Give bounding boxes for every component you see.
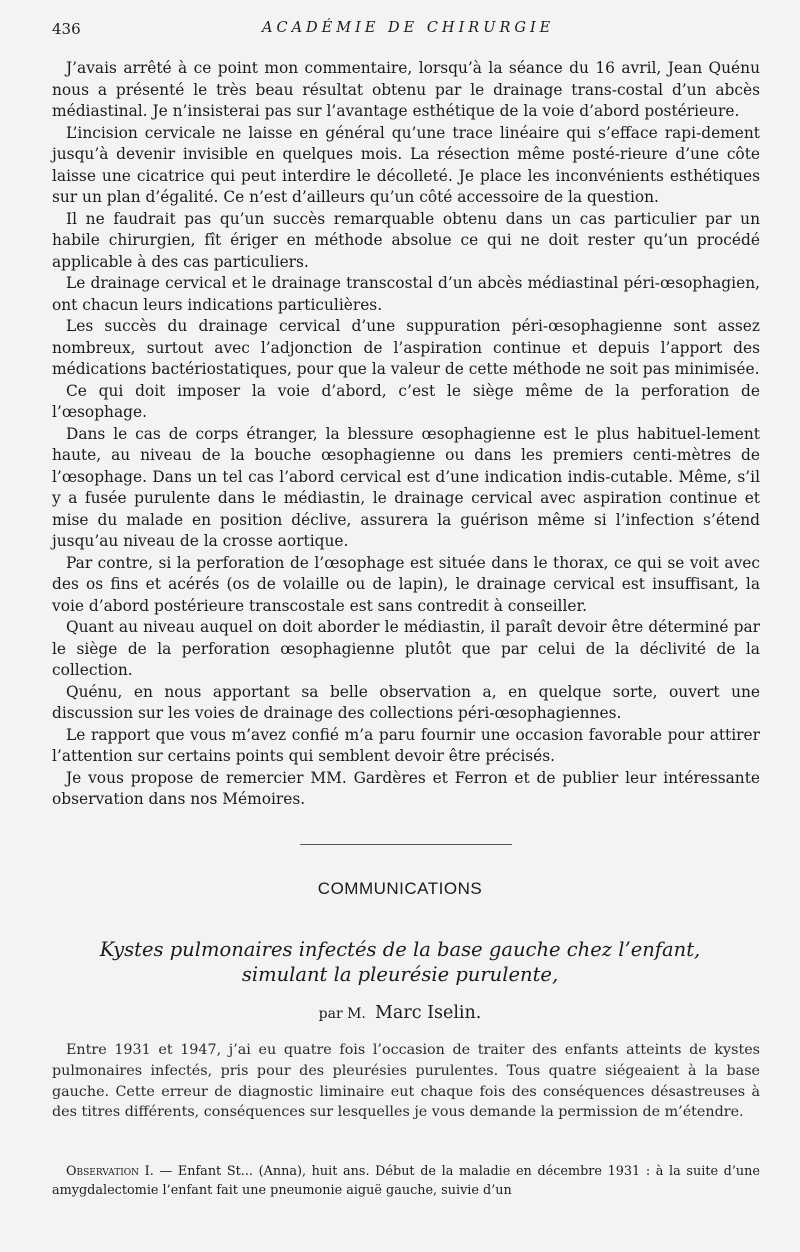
section-divider — [300, 844, 512, 845]
paragraph: Entre 1931 et 1947, j’ai eu quatre fois l’occasion de traiter des enfants atteints de kystes pulmonaires infectés, pris pour des pleurésies purulentes. Tous quatre siégeaient à la base gauche. Cette erreur de diagnostic liminaire eut chaque fois des conséquences désastreuses à des titres différents, conséquences sur lesquelles je vous demande la permission de m’étendre. — [52, 1042, 760, 1121]
page-header — [52, 20, 748, 42]
section-heading: COMMUNICATIONS — [317, 879, 483, 898]
observation-text — [52, 1162, 760, 1200]
article-title-line: simulant la pleurésie purulente, — [241, 963, 559, 986]
paragraph: Les succès du drainage cervical d’une suppuration péri-œsophagienne sont assez nombreux, surtout avec l’adjonction de l’aspiration continue et depuis l’apport des médications bactériostatiques, pour que la valeur de cette méthode ne soit pas minimisée. — [52, 317, 760, 378]
paragraph: Quant au niveau auquel on doit aborder le médiastin, il paraît devoir être déterminé par le siège de la perforation œsophagienne plutôt que par celui de la déclivité de la collection. — [52, 618, 760, 679]
paragraph: Dans le cas de corps étranger, la blessure œsophagienne est le plus habituel-lement haute, au niveau de la bouche œsophagienne ou dans les premiers centi-mètres de l’œsophage. Dans un tel cas l’abord cervical est d’une indication indis-cutable. Même, s’il y a fusée purulente dans le médiastin, le drainage cervical avec aspiration continue et mise du malade en position déclive, assurera la guérison même si l’infection s’étend jusqu’au niveau de la crosse aortique. — [52, 424, 760, 550]
paragraph: Je vous propose de remercier MM. Gardères et Ferron et de publier leur intéressante observation dans nos Mémoires. — [52, 768, 760, 808]
author-name: Marc Iselin. — [374, 1003, 482, 1023]
paragraph: Le drainage cervical et le drainage transcostal d’un abcès médiastinal péri-œsophagien, ont chacun leurs indications particulières. — [52, 274, 760, 314]
article-title-line: Kystes pulmonaires infectés de la base gauche chez l’enfant, — [99, 938, 701, 961]
page-number: 436 — [52, 20, 81, 38]
paragraph: Quénu, en nous apportant sa belle observation a, en quelque sorte, ouvert une discussion sur les voies de drainage des collections péri-œsophagiennes. — [52, 682, 760, 722]
author-prefix: par M. — [318, 1006, 366, 1022]
observation-body: — Enfant St... (Anna), huit ans. Début de la maladie en décembre 1931 : à la suite d’une amygdalectomie l’enfant fait une pneumonie aiguë gauche, suivie d’un — [52, 1164, 760, 1198]
observation-label: Observation I. — [66, 1164, 154, 1179]
paragraph: J’avais arrêté à ce point mon commentaire, lorsqu’à la séance du 16 avril, Jean Quénu nous a présenté le très beau résultat obtenu par le drainage trans-costal d’un abcès médiastinal. Je n’insisterai pas sur l’avantage esthétique de la voie d’abord postérieure. — [52, 59, 760, 120]
paragraph: L’incision cervicale ne laisse en général qu’une trace linéaire qui s’efface rapi-dement jusqu’à devenir invisible en quelques mois. La résection même posté-rieure d’une côte laisse une cicatrice qui peut interdire le décolleté. Je place les inconvénients esthétiques sur un plan d’égalité. Ce n’est d’ailleurs qu’un côté accessoire de la question. — [52, 123, 760, 206]
paragraph: Par contre, si la perforation de l’œsophage est située dans le thorax, ce qui se voit avec des os fins et acérés (os de volaille ou de lapin), le drainage cervical est insuffisant, la voie d’abord postérieure transcostale est sans contredit à conseiller. — [52, 553, 760, 615]
observation-paragraph — [52, 1162, 760, 1200]
article-title — [40, 937, 760, 987]
paragraph: Il ne faudrait pas qu’un succès remarquable obtenu dans un cas particulier par un habile chirurgien, fît ériger en méthode absolue ce qui ne doit rester qu’un procédé applicable à des cas particuliers. — [52, 209, 760, 271]
report-body — [52, 58, 760, 811]
article-intro — [52, 1040, 760, 1123]
paragraph: Le rapport que vous m’avez confié m’a paru fournir une occasion favorable pour attirer l’attention sur certains points qui semblent devoir être précisés. — [52, 725, 760, 765]
running-title: ACADÉMIE DE CHIRURGIE — [262, 20, 555, 36]
paragraph: Ce qui doit imposer la voie d’abord, c’est le siège même de la perforation de l’œsophage. — [52, 381, 760, 421]
author-line — [0, 1003, 800, 1023]
